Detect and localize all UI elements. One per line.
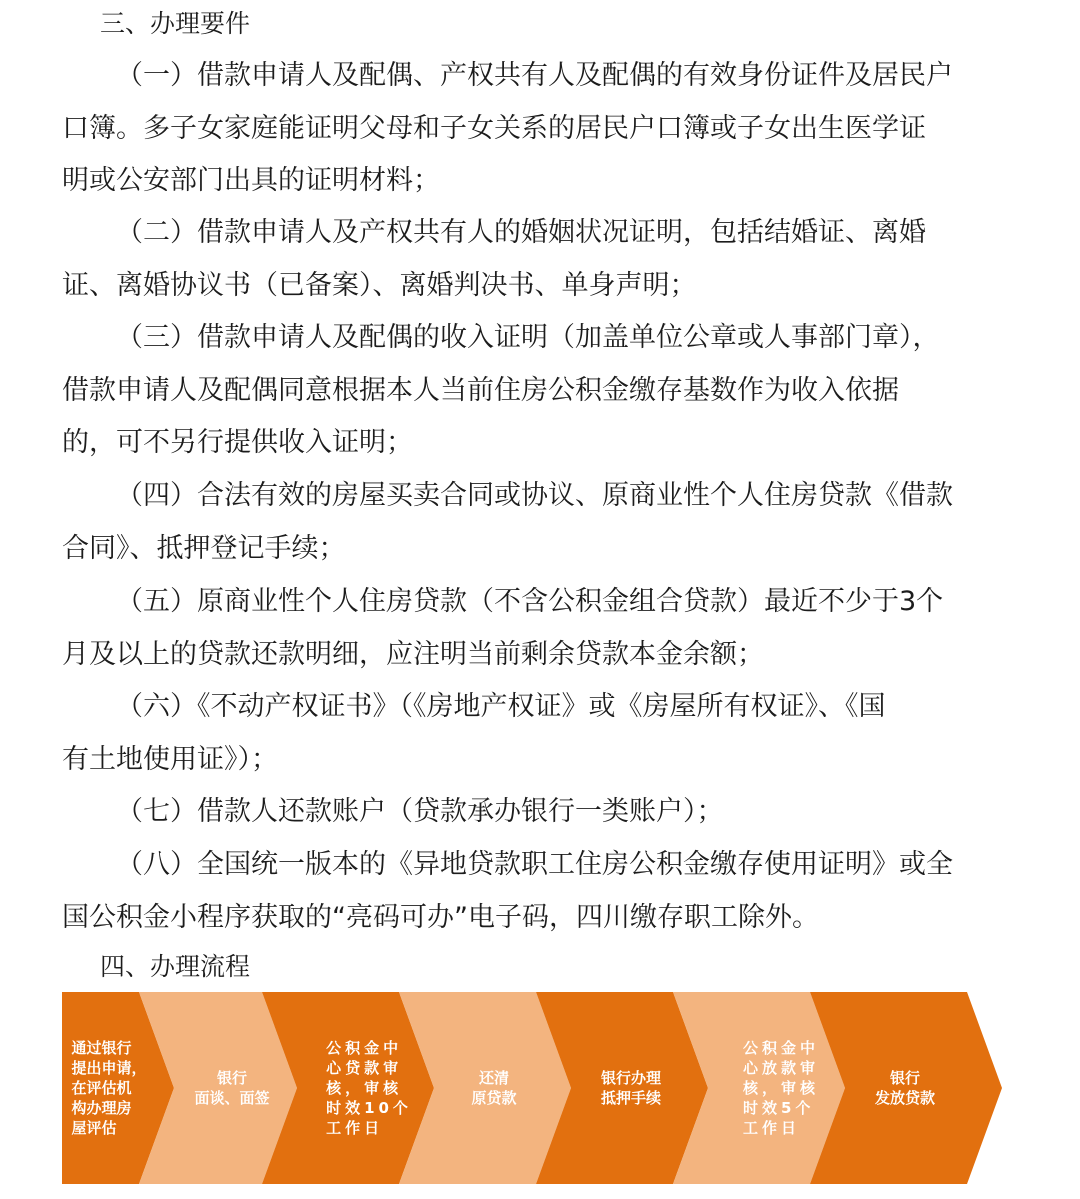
flow-step-1-label: 通过银行 提出申请， 在评估机 构办理房 屋评估 bbox=[71, 1039, 147, 1137]
requirement-item-3: （三）借款申请人及配偶的收入证明（加盖单位公章或人事部门章）， 借款申请人及配偶同意根据本人当前住房公积金缴存基数作为收入依据 的，可不另行提供收入证明； bbox=[62, 322, 940, 458]
requirement-item-4: （四）合法有效的房屋买卖合同或协议、原商业性个人住房贷款《借款 合同》、抵押登记手续； bbox=[62, 480, 953, 564]
process-flow-diagram bbox=[62, 992, 1002, 1184]
flow-step-3-label: 公积金中 心贷款审 核，审核 时效10个 工作日 bbox=[326, 1039, 412, 1137]
flow-step-6-label: 公积金中 心放款审 核，审核 时效5个 工作日 bbox=[742, 1039, 819, 1137]
requirement-item-6: （六）《不动产权证书》（《房地产权证》或《房屋所有权证》、《国 有土地使用证》）； bbox=[62, 691, 886, 775]
requirement-item-1: （一）借款申请人及配偶、产权共有人及配偶的有效身份证件及居民户 口簿。多子女家庭能证明父母和子女关系的居民户口簿或子女出生医学证 明或公安部门出具的证明材料； bbox=[62, 60, 953, 196]
requirement-item-7: （七）借款人还款账户（贷款承办银行一类账户）； bbox=[116, 796, 724, 827]
requirement-item-5: （五）原商业性个人住房贷款（不含公积金组合贷款）最近不少于3个 月及以上的贷款还款明细，应注明当前剩余贷款本金余额； bbox=[62, 586, 944, 670]
section-heading-requirements: 三、办理要件 bbox=[100, 9, 251, 38]
flow-step-4-label: 还清 原贷款 bbox=[471, 1069, 517, 1107]
requirement-item-2: （二）借款申请人及产权共有人的婚姻状况证明，包括结婚证、离婚 证、离婚协议书（已备案）、离婚判决书、单身声明； bbox=[62, 217, 926, 301]
flow-step-7-label: 银行 发放贷款 bbox=[874, 1069, 935, 1107]
section-heading-process: 四、办理流程 bbox=[100, 952, 251, 981]
flow-step-5-label: 银行办理 抵押手续 bbox=[600, 1069, 661, 1107]
flow-step-2-label: 银行 面谈、面签 bbox=[194, 1069, 270, 1107]
requirement-item-8: （八）全国统一版本的《异地贷款职工住房公积金缴存使用证明》或全 国公积金小程序获取的“亮码可办”电子码，四川缴存职工除外。 bbox=[62, 849, 953, 933]
